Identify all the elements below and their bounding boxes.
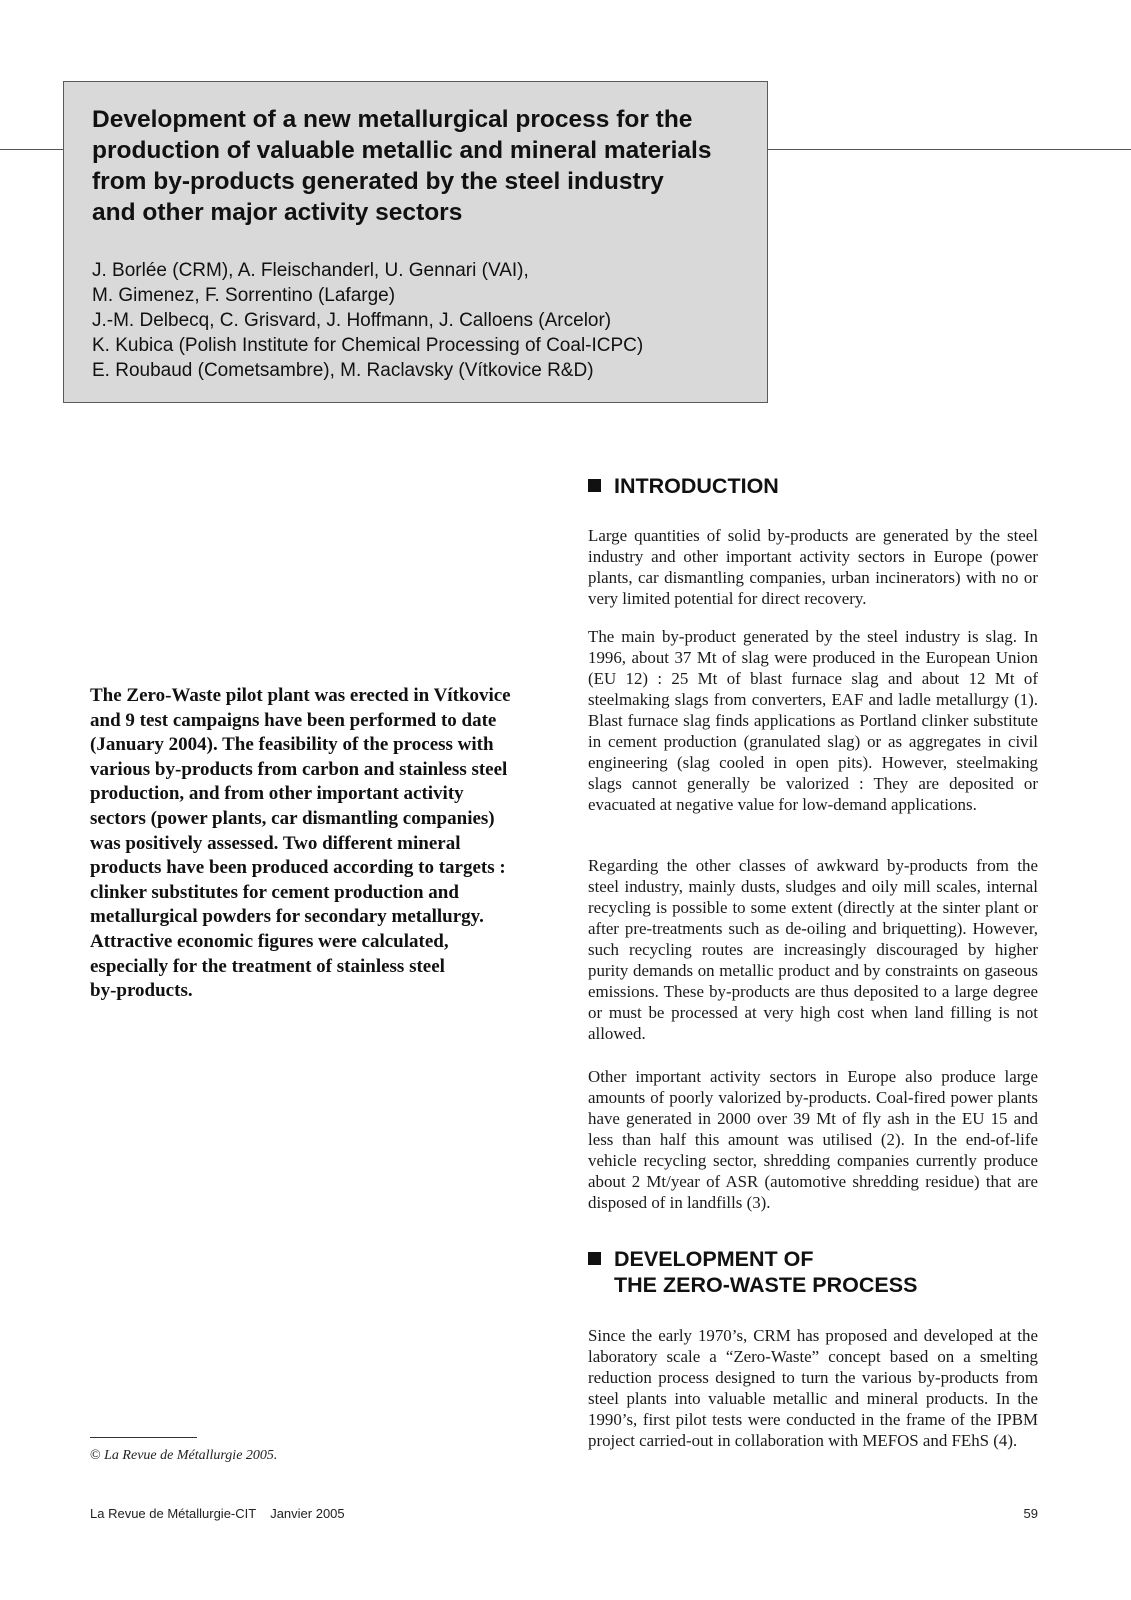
- body-paragraph: Large quantities of solid by-products are generated by the steel industry and other important activity sectors in Europe (power plants, car dismantling companies, urban incinerators) with no or very limited potential for direct recovery.: [588, 526, 1038, 608]
- square-bullet-icon: [588, 1252, 601, 1265]
- section-heading-text: INTRODUCTION: [614, 474, 779, 498]
- body-paragraph: Regarding the other classes of awkward by-products from the steel industry, mainly dusts, sludges and oily mill scales, internal recycling is possible to some extent (directly at the sinter plant or after pre-treatments such as de-oiling and briquetting). However, such recycling routes are increasingly discouraged by higher purity demands on metallic product and by constraints on gaseous emissions. These by-products are thus deposited to a large degree or must be processed at very high cost when land filling is not allowed.: [588, 856, 1038, 1043]
- abstract-line: especially for the treatment of stainless steel: [90, 955, 445, 977]
- paper-title: Development of a new metallurgical process for the production of valuable metallic and mineral materials from by-products generated by the steel industry and other major activity sectors: [92, 106, 712, 226]
- page-footer-journal: [90, 1506, 345, 1521]
- header-rule-right: [768, 149, 1131, 150]
- body-paragraph: Other important activity sectors in Europe also produce large amounts of poorly valorized by-products. Coal-fired power plants have generated in 2000 over 39 Mt of fly ash in the EU 15 and less than half this amount was utilised (2). In the end-of-life vehicle recycling sector, shredding companies currently produce about 2 Mt/year of ASR (automotive shredding residue) that are disposed of in landfills (3).: [588, 1067, 1038, 1212]
- author-line: E. Roubaud (Cometsambre), M. Raclavsky (Vítkovice R&D): [92, 360, 594, 381]
- abstract-line: production, and from other important activity: [90, 783, 464, 805]
- author-line: K. Kubica (Polish Institute for Chemical Processing of Coal-ICPC): [92, 335, 644, 356]
- author-list: [92, 258, 741, 383]
- body-paragraph: Since the early 1970’s, CRM has proposed and developed at the laboratory scale a “Zero-Waste” concept based on a smelting reduction process designed to turn the various by-products from steel plants into valuable metallic and mineral products. In the 1990’s, first pilot tests were conducted in the frame of the IPBM project carried-out in collaboration with MEFOS and FEhS (4).: [588, 1326, 1038, 1450]
- section-heading-text: DEVELOPMENT OF THE ZERO-WASTE PROCESS: [614, 1247, 918, 1297]
- abstract-line: products have been produced according to targets :: [90, 857, 506, 879]
- abstract-line: Attractive economic figures were calculated,: [90, 930, 449, 952]
- abstract-line: was positively assessed. Two different mineral: [90, 832, 461, 854]
- author-line: M. Gimenez, F. Sorrentino (Lafarge): [92, 285, 396, 306]
- abstract-line: metallurgical powders for secondary metallurgy.: [90, 906, 484, 928]
- footnote-text: La Revue de Métallurgie 2005.: [104, 1448, 278, 1463]
- abstract-line: sectors (power plants, car dismantling companies): [90, 807, 495, 829]
- copyright-footnote: [90, 1448, 277, 1464]
- journal-name: La Revue de Métallurgie-CIT: [90, 1506, 257, 1521]
- abstract-line: various by-products from carbon and stainless steel: [90, 758, 508, 780]
- abstract: [90, 684, 550, 1004]
- copyright-symbol: ©: [90, 1448, 101, 1463]
- abstract-line: The Zero-Waste pilot plant was erected in Vítkovice: [90, 685, 511, 706]
- abstract-line: (January 2004). The feasibility of the process with: [90, 734, 494, 756]
- issue-date: Janvier 2005: [270, 1506, 345, 1521]
- abstract-line: by-products.: [90, 980, 193, 1002]
- abstract-line: and 9 test campaigns have been performed to date: [90, 709, 497, 731]
- page-number: 59: [1023, 1506, 1038, 1521]
- abstract-line: clinker substitutes for cement production and: [90, 881, 459, 903]
- title-box: [63, 81, 768, 403]
- body-paragraph: The main by-product generated by the steel industry is slag. In 1996, about 37 Mt of slag were produced in the European Union (EU 12) : 25 Mt of blast furnace slag and about 12 Mt of steelmaking slags from converters, EAF and ladle metallurgy (1). Blast furnace slag finds applications as Portland clinker substitute in cement production (granulated slag) or as aggregates in civil engineering (slag cooled in open pits). However, steelmaking slags cannot generally be valorized : They are deposited or evacuated at negative value for low-demand applications.: [588, 627, 1038, 814]
- square-bullet-icon: [588, 479, 601, 492]
- footnote-rule: [90, 1437, 197, 1438]
- author-line: J. Borlée (CRM), A. Fleischanderl, U. Gennari (VAI),: [92, 260, 529, 281]
- header-rule-left: [0, 149, 64, 150]
- author-line: J.-M. Delbecq, C. Grisvard, J. Hoffmann, J. Calloens (Arcelor): [92, 310, 612, 331]
- section-heading-introduction: [588, 473, 779, 499]
- section-heading-development: [588, 1246, 917, 1298]
